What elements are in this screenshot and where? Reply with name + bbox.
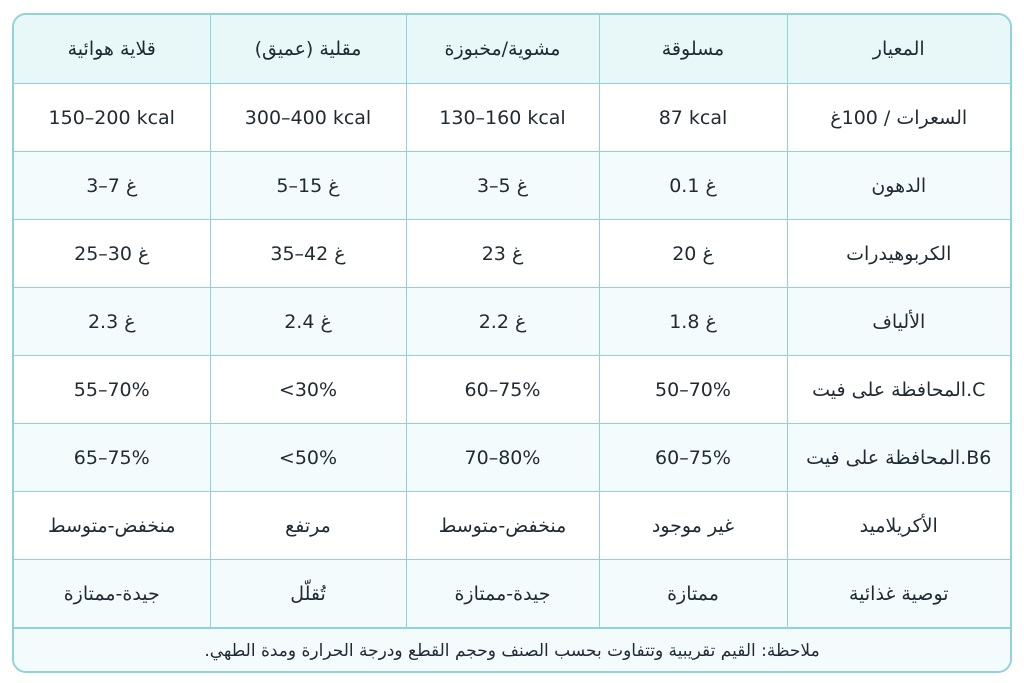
cell-boiled: 60–75% [599, 424, 787, 492]
cell-grilled-baked: 70–80% [406, 424, 599, 492]
cell-air-fryer: 150–200 kcal [14, 84, 210, 152]
table-row [14, 152, 1010, 220]
cell-boiled: 1.8 غ [599, 288, 787, 356]
header-row [14, 15, 1010, 84]
cell-air-fryer: 3–7 غ [14, 152, 210, 220]
cell-boiled: 87 kcal [599, 84, 787, 152]
row-label: توصية غذائية [787, 560, 1010, 628]
table-row [14, 220, 1010, 288]
header-boiled: مسلوقة [599, 15, 787, 84]
header-grilled-baked: مشوية/مخبوزة [406, 15, 599, 84]
cell-deep-fried: 35–42 غ [210, 220, 406, 288]
table-row [14, 492, 1010, 560]
cell-deep-fried: 300–400 kcal [210, 84, 406, 152]
header-deep-fried: مقلية (عميق) [210, 15, 406, 84]
cell-boiled: ممتازة [599, 560, 787, 628]
cell-boiled: 0.1 غ [599, 152, 787, 220]
footnote: ملاحظة: القيم تقريبية وتتفاوت بحسب الصنف وحجم القطع ودرجة الحرارة ومدة الطهي. [14, 628, 1010, 673]
cell-grilled-baked: 2.2 غ [406, 288, 599, 356]
cell-air-fryer: 55–70% [14, 356, 210, 424]
cell-boiled: غير موجود [599, 492, 787, 560]
cell-grilled-baked: 3–5 غ [406, 152, 599, 220]
cell-deep-fried: <30% [210, 356, 406, 424]
cell-air-fryer: 2.3 غ [14, 288, 210, 356]
cell-deep-fried: <50% [210, 424, 406, 492]
cell-grilled-baked: 60–75% [406, 356, 599, 424]
cell-air-fryer: منخفض-متوسط [14, 492, 210, 560]
row-label: الأكريلاميد [787, 492, 1010, 560]
cell-deep-fried: 5–15 غ [210, 152, 406, 220]
cell-grilled-baked: 23 غ [406, 220, 599, 288]
cell-grilled-baked: 130–160 kcal [406, 84, 599, 152]
cell-grilled-baked: منخفض-متوسط [406, 492, 599, 560]
cell-boiled: 20 غ [599, 220, 787, 288]
row-label: السعرات / 100غ [787, 84, 1010, 152]
table-row [14, 288, 1010, 356]
cell-deep-fried: مرتفع [210, 492, 406, 560]
header-criterion: المعيار [787, 15, 1010, 84]
cell-deep-fried: 2.4 غ [210, 288, 406, 356]
cell-deep-fried: تُقلّل [210, 560, 406, 628]
table-row [14, 560, 1010, 628]
comparison-table [14, 15, 1010, 628]
cell-air-fryer: 65–75% [14, 424, 210, 492]
cell-boiled: 50–70% [599, 356, 787, 424]
cell-grilled-baked: جيدة-ممتازة [406, 560, 599, 628]
row-label: الكربوهيدرات [787, 220, 1010, 288]
table-row [14, 84, 1010, 152]
cell-air-fryer: 25–30 غ [14, 220, 210, 288]
row-label: الألياف [787, 288, 1010, 356]
cell-air-fryer: جيدة-ممتازة [14, 560, 210, 628]
table-row [14, 424, 1010, 492]
row-label: المحافظة على فيت.C [787, 356, 1010, 424]
row-label: الدهون [787, 152, 1010, 220]
comparison-table-card [12, 13, 1012, 673]
row-label: المحافظة على فيت.B6 [787, 424, 1010, 492]
header-air-fryer: قلاية هوائية [14, 15, 210, 84]
table-row [14, 356, 1010, 424]
